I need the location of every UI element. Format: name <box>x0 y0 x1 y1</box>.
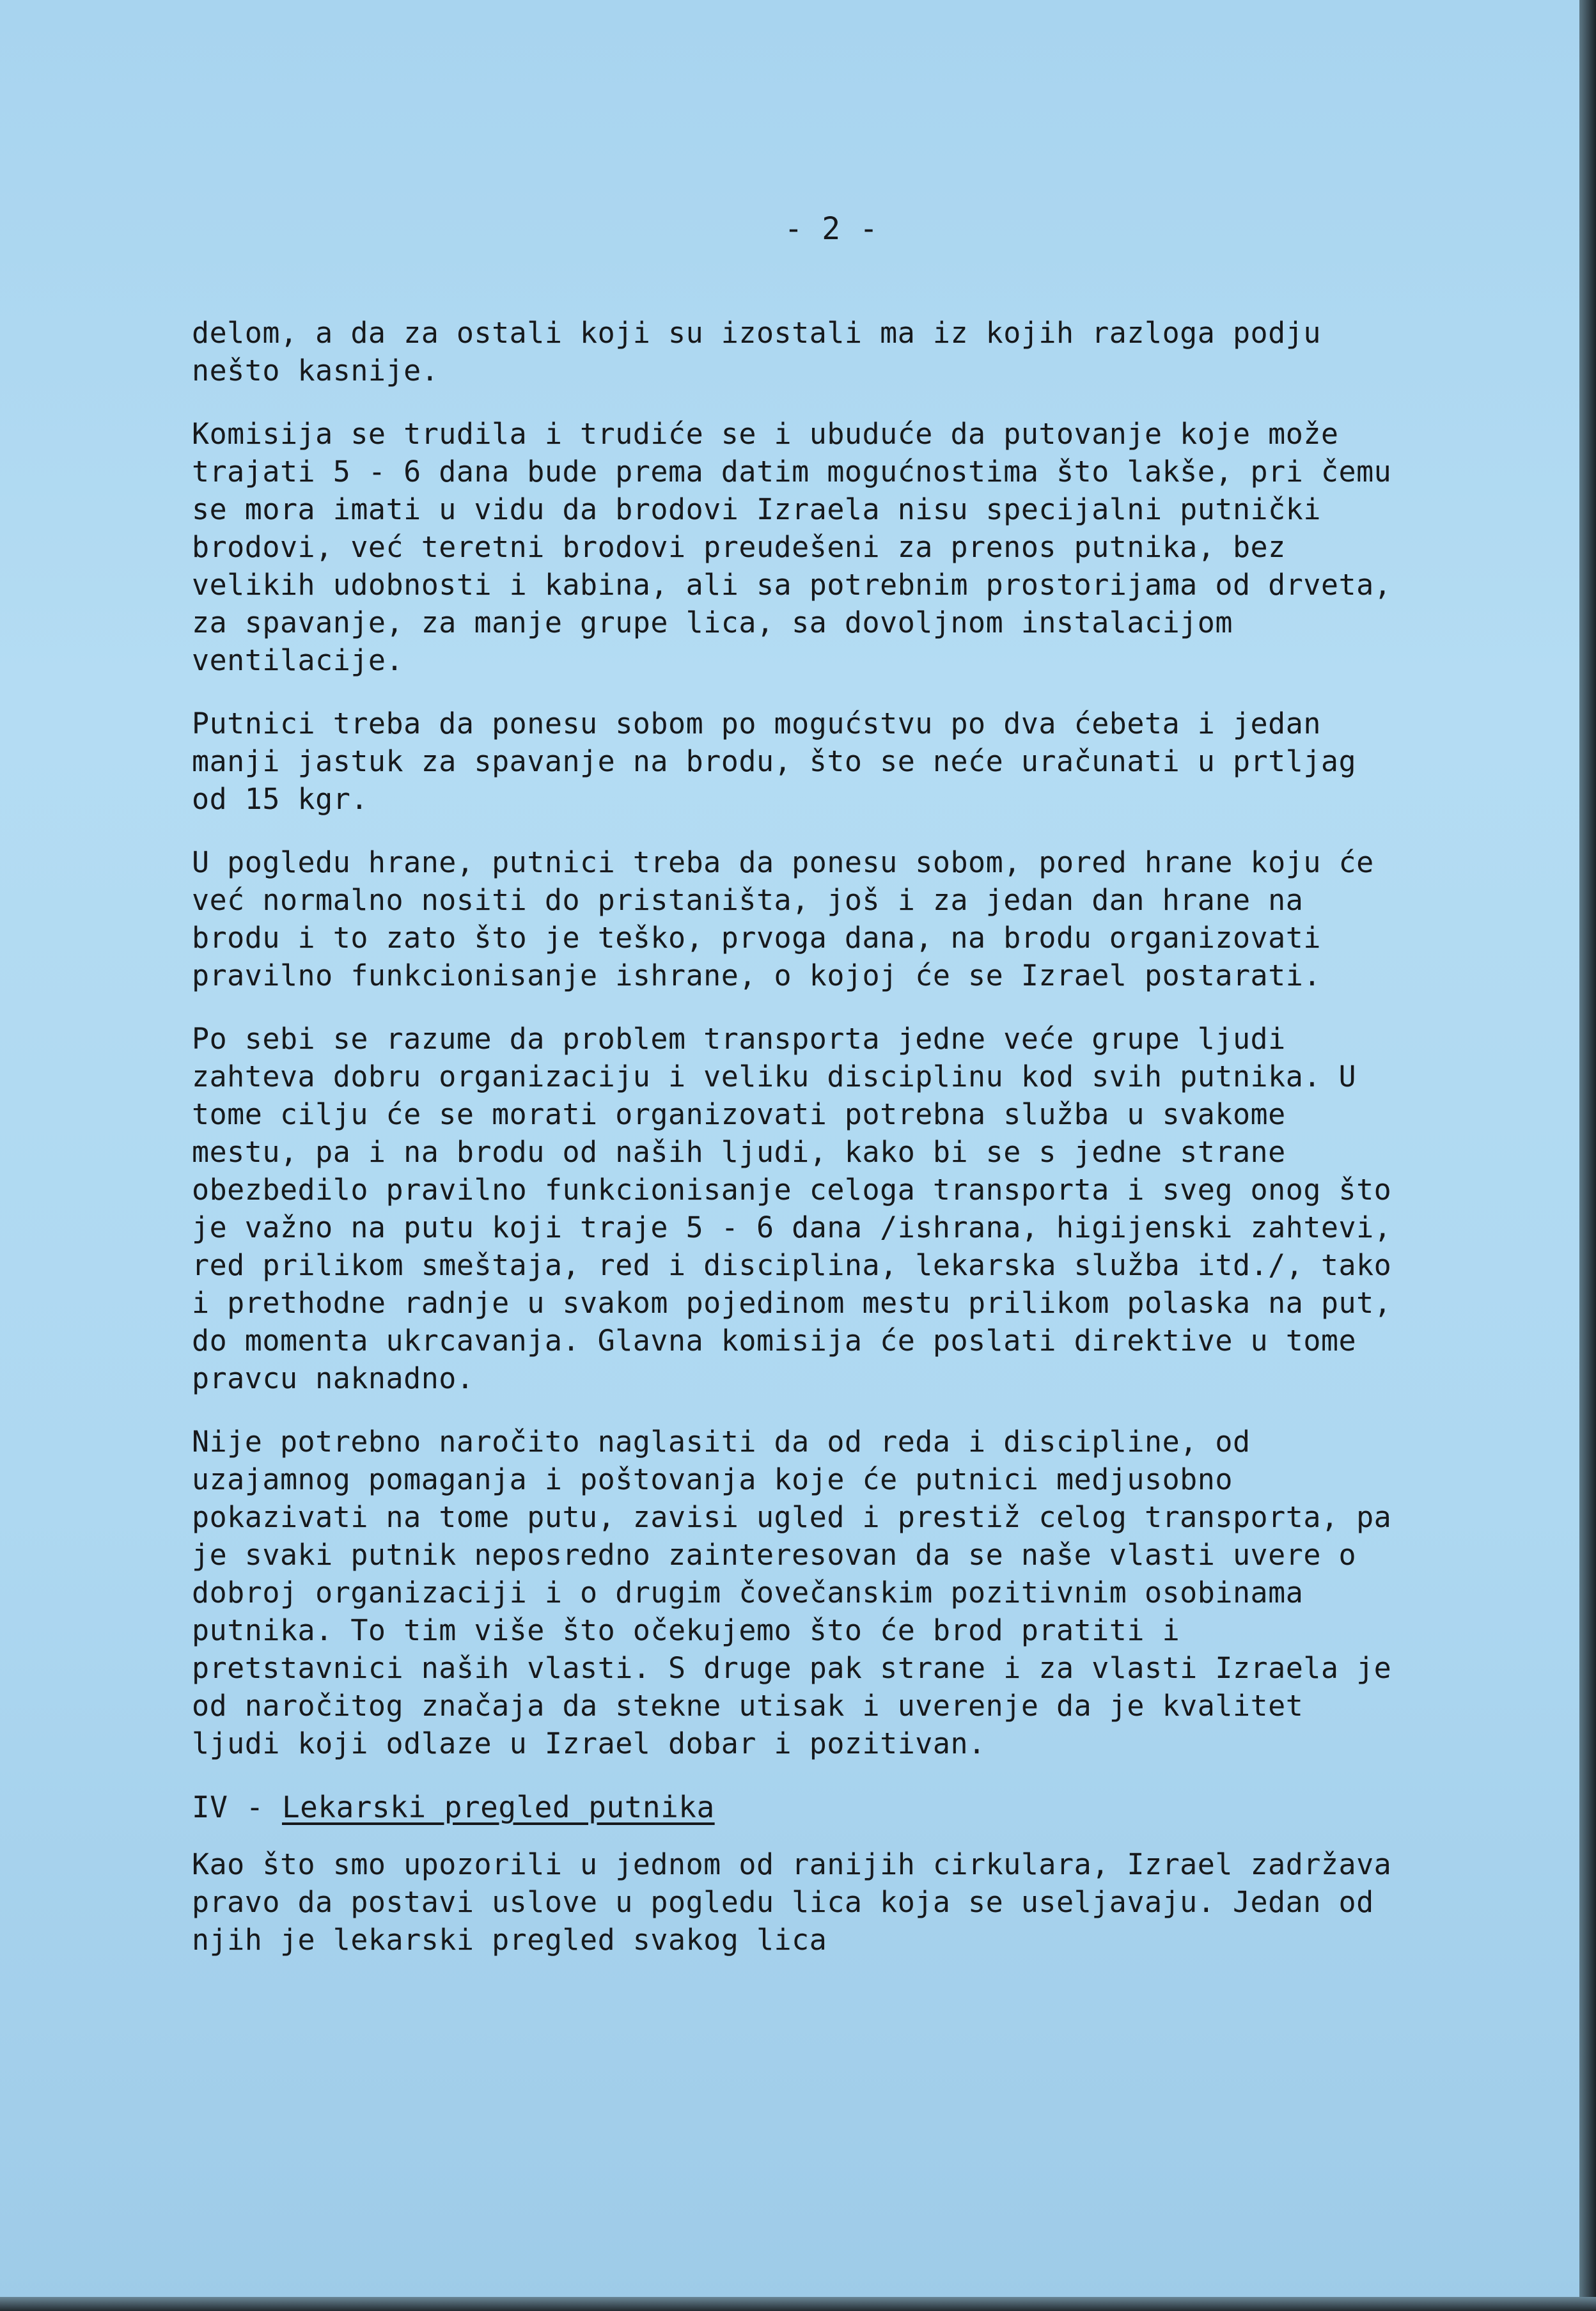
section-heading <box>192 1788 1407 1826</box>
scan-edge-bottom <box>0 2297 1596 2311</box>
page-number: - 2 - <box>784 211 879 247</box>
paragraph-2: Komisija se trudila i trudiće se i ubuduće da putovanje koje može trajati 5 - 6 dana bude prema datim mogućnostima što lakše, pri čemu se mora imati u vidu da brodovi Izraela nisu specijalni putnički brodovi, već teretni brodovi preudešeni za prenos putnika, bez velikih udobnosti i kabina, ali sa potrebnim prostorijama od drveta, za spavanje, za manje grupe lica, sa dovoljnom instalacijom ventilacije. <box>192 417 1392 677</box>
paragraph-closing: Kao što smo upozorili u jednom od ranijih cirkulara, Izrael zadržava pravo da postavi uslove u pogledu lica koja se useljavaju. Jedan od njih je lekarski pregled svakog lica <box>192 1847 1392 1957</box>
section-separator: - <box>228 1790 282 1824</box>
paragraph-3: Putnici treba da ponesu sobom po mogućstvu po dva ćebeta i jedan manji jastuk za spavanje na brodu, što se neće uračunati u prtljag od 15 kgr. <box>192 707 1357 816</box>
section-numeral: IV <box>192 1790 228 1824</box>
paragraph-5: Po sebi se razume da problem transporta jedne veće grupe ljudi zahteva dobru organizaciju i veliku disciplinu kod svih putnika. U tome cilju će se morati organizovati potrebna služba u svakome mestu, pa i na brodu od naših ljudi, kako bi se s jedne strane obezbedilo pravilno funkcionisanje celoga transporta i sveg onog što je važno na putu koji traje 5 - 6 dana /ishrana, higijenski zahtevi, red prilikom smeštaja, red i disciplina, lekarska služba itd./, tako i prethodne radnje u svakom pojedinom mestu prilikom polaska na put, do momenta ukrcavanja. Glavna komisija će poslati direktive u tome pravcu naknadno. <box>192 1022 1392 1395</box>
paragraph-6: Nije potrebno naročito naglasiti da od reda i discipline, od uzajamnog pomaganja i poštovanja koje će putnici medjusobno pokazivati na tome putu, zavisi ugled i prestiž celog transporta, pa je svaki putnik neposredno zainteresovan da se naše vlasti uvere o dobroj organizaciji i o drugim čovečanskim pozitivnim osobinama putnika. To tim više što očekujemo što će brod pratiti i pretstavnici naših vlasti. S druge pak strane i za vlasti Izraela je od naročitog značaja da stekne utisak i uverenje da je kvalitet ljudi koji odlaze u Izrael dobar i pozitivan. <box>192 1425 1392 1760</box>
scan-edge-right <box>1579 0 1596 2311</box>
typed-text-block <box>192 211 1407 1984</box>
paragraph-1: delom, a da za ostali koji su izostali ma iz kojih razloga podju nešto kasnije. <box>192 316 1321 388</box>
section-title: Lekarski pregled putnika <box>281 1790 715 1824</box>
paragraph-4: U pogledu hrane, putnici treba da ponesu sobom, pored hrane koju će već normalno nositi do pristaništa, još i za jedan dan hrane na brodu i to zato što je teško, prvoga dana, na brodu organizovati pravilno funkcionisanje ishrane, o kojoj će se Izrael postarati. <box>192 845 1374 992</box>
